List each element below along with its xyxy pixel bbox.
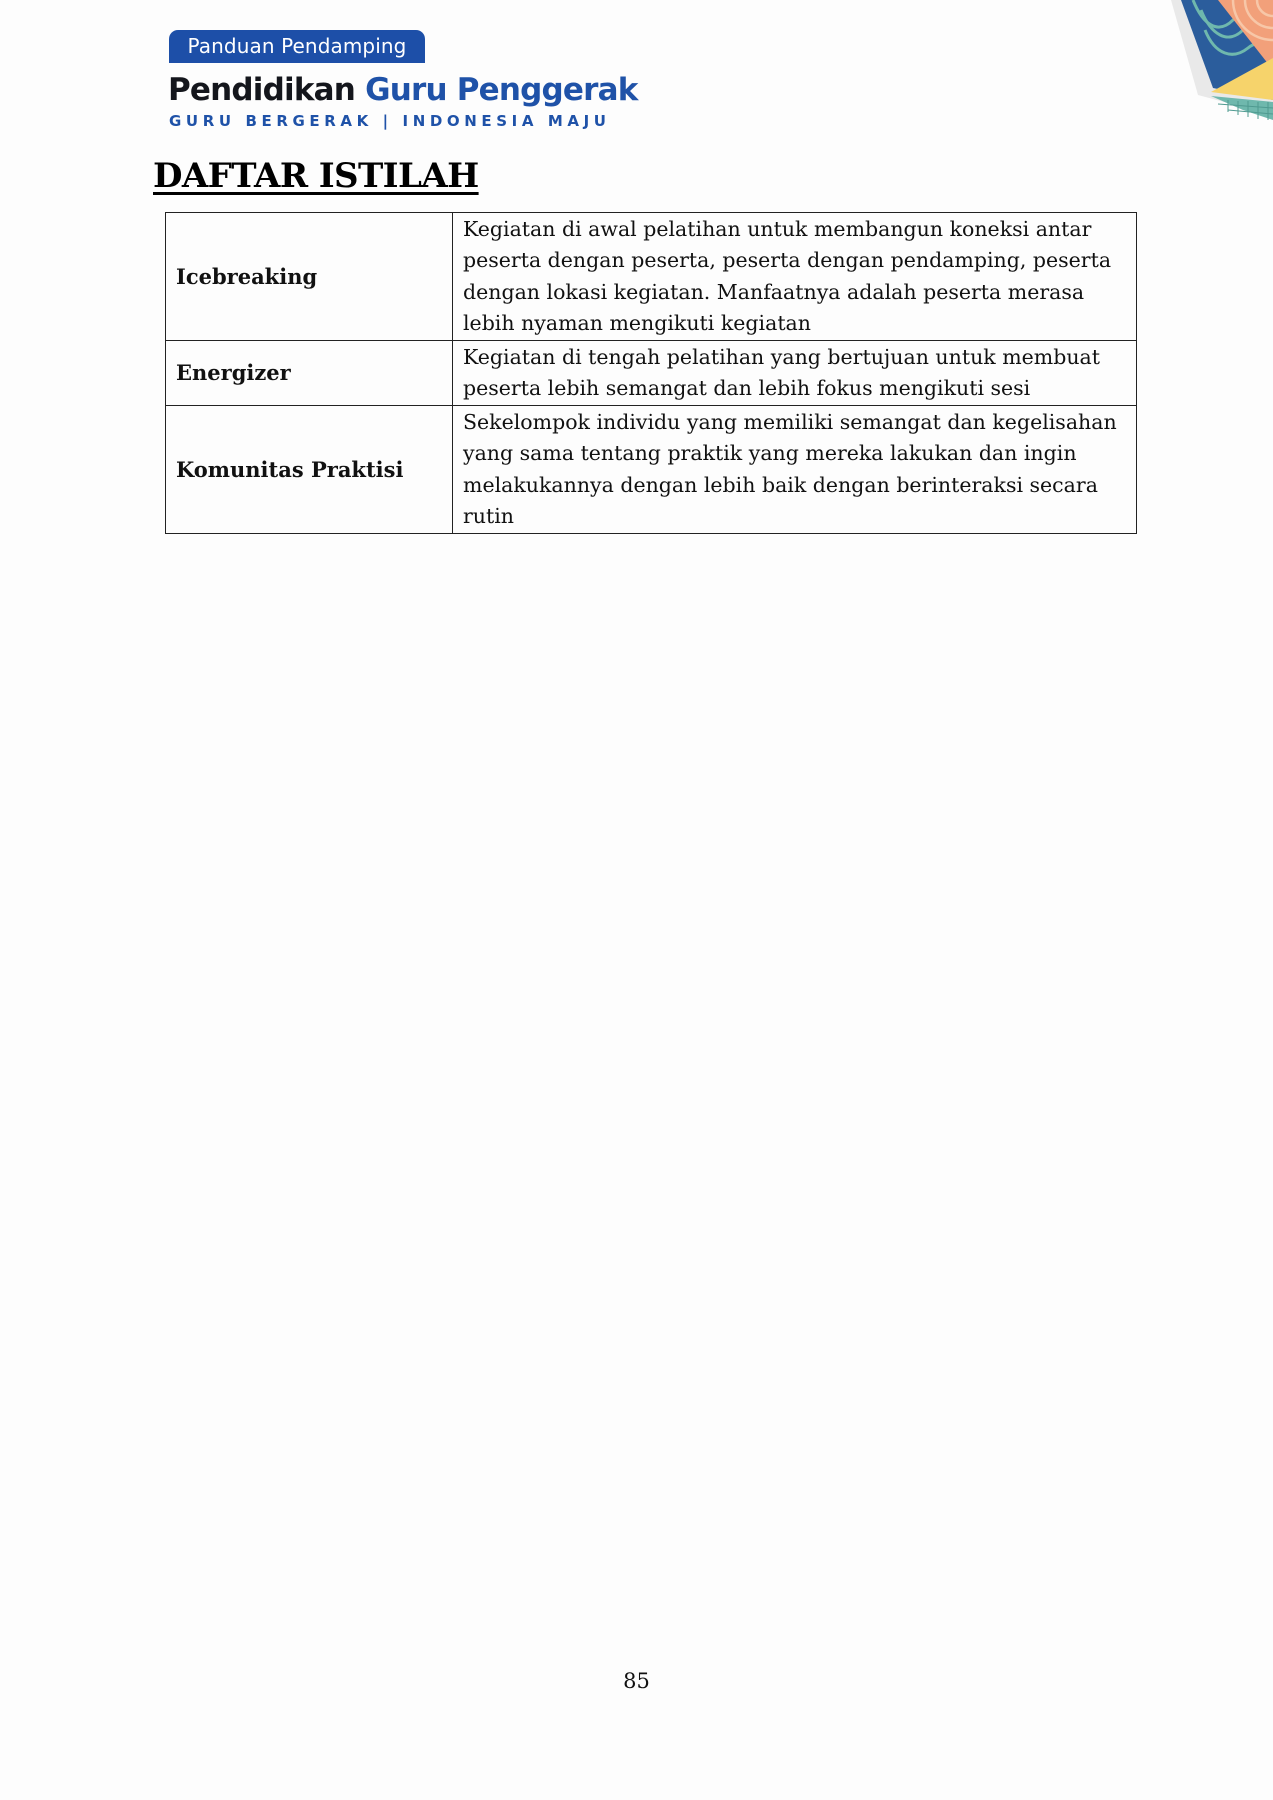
guide-badge: Panduan Pendamping xyxy=(169,30,425,63)
brand-title-part1: Pendidikan xyxy=(168,72,356,108)
brand-title-part2: Guru Penggerak xyxy=(365,72,638,108)
definition-cell: Kegiatan di awal pelatihan untuk membangun koneksi antar peserta dengan peserta, peserta dengan pendamping, peserta dengan lokasi kegiatan. Manfaatnya adalah peserta merasa lebih nyaman mengikuti kegiatan xyxy=(453,213,1137,341)
table-row xyxy=(166,341,1137,406)
term-cell: Komunitas Praktisi xyxy=(166,406,453,534)
brand-tagline: GURU BERGERAK | INDONESIA MAJU xyxy=(169,112,611,130)
corner-decoration xyxy=(1093,0,1273,125)
definition-cell: Kegiatan di tengah pelatihan yang bertujuan untuk membuat peserta lebih semangat dan lebih fokus mengikuti sesi xyxy=(453,341,1137,406)
table-row xyxy=(166,406,1137,534)
table-row xyxy=(166,213,1137,341)
page-number: 85 xyxy=(623,1669,650,1693)
header-logo xyxy=(168,30,638,130)
term-cell: Energizer xyxy=(166,341,453,406)
brand-title xyxy=(168,70,638,110)
term-cell: Icebreaking xyxy=(166,213,453,341)
page-title: DAFTAR ISTILAH xyxy=(153,156,479,196)
glossary-table xyxy=(165,212,1137,534)
definition-cell: Sekelompok individu yang memiliki semangat dan kegelisahan yang sama tentang praktik yang mereka lakukan dan ingin melakukannya dengan lebih baik dengan berinteraksi secara rutin xyxy=(453,406,1137,534)
